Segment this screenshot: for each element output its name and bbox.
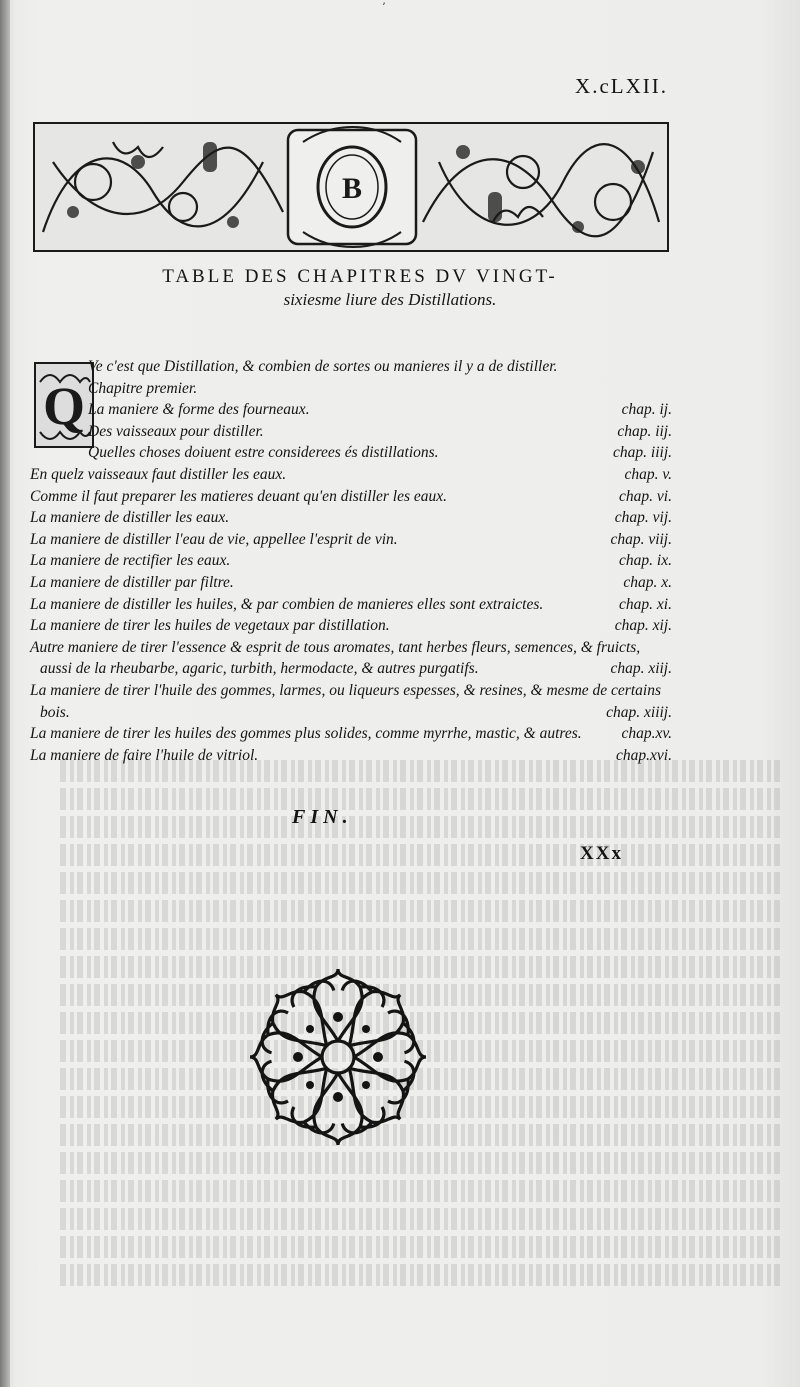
entry-title: La maniere de rectifier les eaux.: [30, 552, 231, 570]
entry-title: La maniere de distiller l'eau de vie, appellee l'esprit de vin.: [30, 530, 398, 548]
toc-entry: [30, 356, 672, 378]
entry-title: La maniere de tirer les huiles des gommes plus solides, comme myrrhe, mastic, & autres.: [30, 725, 582, 743]
entry-title: La maniere de distiller par filtre.: [30, 573, 234, 591]
entry-title: Autre maniere de tirer l'essence & esprit de tous aromates, tant herbes fleurs, semences, & fruicts,: [30, 638, 641, 656]
top-mark: ʼ: [382, 2, 386, 13]
table-title: [80, 266, 640, 310]
binding-gutter: [0, 0, 10, 1387]
entry-title: La maniere de distiller les eaux.: [30, 509, 230, 527]
entry-chapter: chap. xi.: [619, 595, 672, 613]
entry-chapter: chap. ij.: [621, 401, 672, 419]
toc-entry: [30, 745, 672, 767]
toc-entry: [30, 572, 672, 594]
entry-chapter: chap.xv.: [621, 725, 672, 743]
entry-chapter: chap. v.: [624, 465, 672, 483]
entry-title: Comme il faut preparer les matieres deuant qu'en distiller les eaux.: [30, 487, 448, 505]
toc-entry: [30, 421, 672, 443]
toc-entry: [30, 658, 672, 680]
toc-entry: [30, 723, 672, 745]
entry-chapter: chap.xvi.: [616, 746, 672, 764]
ornamental-headpiece: [33, 122, 669, 252]
entry-title: Ve c'est que Distillation, & combien de sortes ou manieres il y a de distiller.: [88, 358, 558, 375]
entry-title: La maniere de faire l'huile de vitriol.: [30, 746, 259, 764]
svg-text:B: B: [341, 172, 363, 205]
entry-title: Chapitre premier.: [88, 379, 198, 397]
signature-mark: XXx: [580, 843, 623, 864]
toc-entry: [30, 378, 672, 400]
toc-entry: [30, 442, 672, 464]
folio: X.cLXII.: [575, 74, 668, 98]
toc-entry: [30, 594, 672, 616]
toc-entry: [30, 615, 672, 637]
toc-entry: [30, 486, 672, 508]
entry-title: La maniere de tirer l'huile des gommes, larmes, ou liqueurs espesses, & resines, & mesme de certains: [30, 681, 661, 699]
svg-text:Q: Q: [42, 376, 86, 436]
table-of-contents: [30, 356, 672, 766]
entry-chapter: chap. xij.: [614, 617, 672, 635]
title-line-2: sixiesme liure des Distillations.: [283, 290, 497, 309]
entry-chapter: chap. vi.: [619, 487, 672, 505]
title-line-1: TABLE DES CHAPITRES DV VINGT-: [162, 266, 558, 287]
entry-title: Quelles choses doiuent estre considerees és distillations.: [88, 444, 439, 462]
entry-title: La maniere de distiller les huiles, & par combien de manieres elles sont extraictes.: [30, 595, 544, 613]
entry-title: aussi de la rheubarbe, agaric, turbith, hermodacte, & autres purgatifs.: [40, 660, 479, 678]
entry-chapter: chap. xiij.: [610, 660, 672, 678]
entry-chapter: chap. vij.: [614, 509, 672, 527]
entry-chapter: chap. x.: [623, 573, 672, 591]
entry-chapter: chap. iij.: [617, 422, 672, 440]
toc-entry: [30, 637, 672, 659]
entry-chapter: chap. iiij.: [613, 444, 672, 462]
entry-chapter: chap. xiiij.: [606, 703, 672, 721]
fin-label: FIN.: [292, 806, 353, 828]
entry-title: En quelz vaisseaux faut distiller les eaux.: [30, 465, 287, 483]
entry-title: La maniere & forme des fourneaux.: [88, 401, 310, 419]
entry-chapter: chap. viij.: [610, 530, 672, 548]
toc-entry: [30, 464, 672, 486]
toc-entry: [30, 702, 672, 724]
toc-entry: [30, 399, 672, 421]
toc-entry: [30, 529, 672, 551]
entry-title: bois.: [40, 703, 70, 721]
toc-entry: [30, 550, 672, 572]
entry-chapter: chap. ix.: [619, 552, 672, 570]
entry-title: La maniere de tirer les huiles de vegetaux par distillation.: [30, 617, 390, 635]
toc-entry: [30, 507, 672, 529]
entry-title: Des vaisseaux pour distiller.: [88, 422, 264, 440]
toc-entry: [30, 680, 672, 702]
ornamental-tailpiece-icon: [228, 966, 448, 1148]
